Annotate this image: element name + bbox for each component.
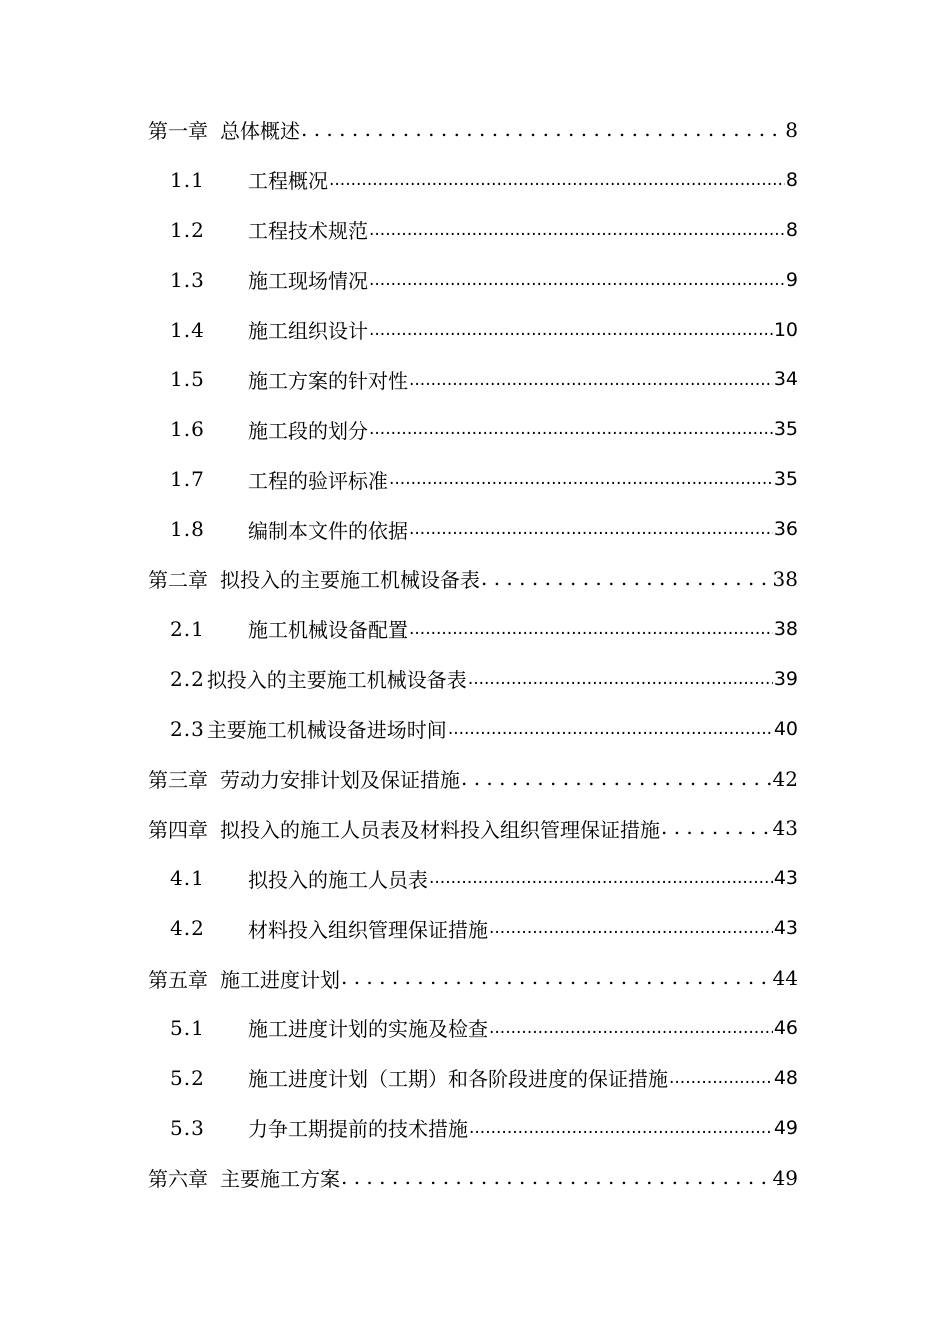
section-number: 4.1 bbox=[170, 866, 205, 891]
section-number: 2.3 bbox=[170, 716, 205, 741]
chapter-number: 第三章 bbox=[148, 768, 208, 793]
page-number: 43 bbox=[772, 816, 798, 841]
entry-title: 施工机械设备配置 bbox=[248, 618, 408, 643]
chapter-number: 第五章 bbox=[148, 967, 208, 992]
page-number: 48 bbox=[773, 1066, 798, 1089]
toc-entry-2-3[interactable] bbox=[148, 704, 798, 754]
toc-entry-2-2[interactable] bbox=[148, 654, 798, 704]
page-number: 43 bbox=[773, 867, 798, 890]
chapter-number: 第二章 bbox=[148, 568, 208, 593]
toc-entry-chapter-1[interactable] bbox=[148, 105, 798, 155]
dot-leader bbox=[341, 968, 772, 988]
dot-leader bbox=[461, 769, 772, 789]
toc-entry-1-5[interactable] bbox=[148, 354, 798, 404]
toc-entry-2-1[interactable] bbox=[148, 604, 798, 654]
page-number: 8 bbox=[785, 218, 798, 241]
page-number: 49 bbox=[773, 1116, 798, 1139]
dot-leader bbox=[469, 1118, 773, 1138]
dot-leader bbox=[369, 220, 785, 240]
section-number: 4.2 bbox=[170, 916, 205, 941]
page-number: 39 bbox=[773, 667, 798, 690]
page-number: 44 bbox=[772, 966, 798, 991]
page-number: 34 bbox=[773, 368, 798, 391]
page-number: 42 bbox=[772, 766, 798, 791]
page-number: 8 bbox=[785, 168, 798, 191]
chapter-number: 第六章 bbox=[148, 1167, 208, 1192]
dot-leader bbox=[481, 569, 772, 589]
dot-leader bbox=[448, 719, 773, 739]
entry-title: 施工进度计划（工期）和各阶段进度的保证措施 bbox=[248, 1067, 668, 1092]
dot-leader bbox=[369, 320, 773, 340]
page-number: 8 bbox=[785, 117, 798, 142]
entry-title: 主要施工机械设备进场时间 bbox=[206, 718, 447, 743]
toc-entry-1-3[interactable] bbox=[148, 255, 798, 305]
section-number: 1.7 bbox=[170, 467, 205, 492]
toc-entry-1-1[interactable] bbox=[148, 155, 798, 205]
section-number: 5.3 bbox=[170, 1115, 205, 1140]
entry-title: 编制本文件的依据 bbox=[248, 518, 408, 543]
section-number: 1.2 bbox=[170, 217, 205, 242]
chapter-number: 第一章 bbox=[148, 119, 208, 144]
dot-leader bbox=[489, 918, 773, 938]
dot-leader bbox=[409, 519, 773, 539]
page-number: 35 bbox=[773, 418, 798, 441]
dot-leader bbox=[409, 619, 773, 639]
entry-title: 施工组织设计 bbox=[248, 319, 368, 343]
page-number: 9 bbox=[785, 268, 798, 291]
entry-title: 施工方案的针对性 bbox=[248, 368, 408, 393]
entry-title: 拟投入的施工人员表 bbox=[248, 867, 428, 892]
entry-title: 施工段的划分 bbox=[248, 418, 368, 443]
toc-entry-chapter-4[interactable] bbox=[148, 803, 798, 853]
section-number: 1.5 bbox=[170, 367, 205, 392]
section-number: 1.4 bbox=[170, 317, 205, 342]
section-number: 1.1 bbox=[170, 167, 205, 192]
toc-entry-1-7[interactable] bbox=[148, 454, 798, 504]
toc-entry-5-3[interactable] bbox=[148, 1103, 798, 1153]
section-number: 1.3 bbox=[170, 267, 205, 292]
entry-title: 总体概述 bbox=[220, 119, 300, 144]
entry-title: 拟投入的主要施工机械设备表 bbox=[220, 568, 480, 593]
toc-entry-chapter-2[interactable] bbox=[148, 554, 798, 604]
page-number: 49 bbox=[772, 1165, 798, 1190]
toc-entry-chapter-3[interactable] bbox=[148, 754, 798, 804]
entry-title: 施工现场情况 bbox=[248, 269, 368, 294]
entry-title: 拟投入的施工人员表及材料投入组织管理保证措施 bbox=[220, 817, 660, 842]
entry-title: 力争工期提前的技术措施 bbox=[248, 1117, 468, 1142]
section-number: 1.6 bbox=[170, 417, 205, 442]
page-number: 35 bbox=[773, 468, 798, 491]
dot-leader bbox=[429, 868, 773, 888]
toc-entry-chapter-6[interactable] bbox=[148, 1153, 798, 1203]
page-number: 40 bbox=[773, 717, 798, 740]
dot-leader bbox=[409, 369, 773, 389]
page-number: 10 bbox=[773, 318, 798, 341]
table-of-contents bbox=[148, 105, 798, 1203]
toc-entry-1-2[interactable] bbox=[148, 205, 798, 255]
dot-leader bbox=[669, 1068, 773, 1088]
dot-leader bbox=[468, 669, 773, 689]
toc-entry-1-4[interactable] bbox=[148, 305, 798, 355]
dot-leader bbox=[369, 419, 773, 439]
section-number: 5.2 bbox=[170, 1065, 205, 1090]
page-number: 36 bbox=[773, 518, 798, 541]
section-number: 2.1 bbox=[170, 616, 205, 641]
entry-title: 拟投入的主要施工机械设备表 bbox=[206, 668, 467, 693]
entry-title: 工程概况 bbox=[248, 169, 328, 194]
toc-entry-chapter-5[interactable] bbox=[148, 953, 798, 1003]
toc-entry-4-2[interactable] bbox=[148, 903, 798, 953]
dot-leader bbox=[301, 120, 784, 140]
page-number: 38 bbox=[772, 566, 798, 591]
entry-title: 工程的验评标准 bbox=[248, 468, 388, 493]
entry-title: 劳动力安排计划及保证措施 bbox=[220, 768, 460, 793]
chapter-number: 第四章 bbox=[148, 817, 208, 842]
entry-title: 主要施工方案 bbox=[220, 1167, 340, 1192]
toc-entry-5-2[interactable] bbox=[148, 1053, 798, 1103]
entry-title: 施工进度计划的实施及检查 bbox=[248, 1017, 488, 1042]
section-number: 1.8 bbox=[170, 517, 205, 542]
dot-leader bbox=[341, 1168, 772, 1188]
toc-entry-1-8[interactable] bbox=[148, 504, 798, 554]
entry-title: 施工进度计划 bbox=[220, 967, 340, 992]
dot-leader bbox=[389, 469, 773, 489]
page-number: 38 bbox=[773, 617, 798, 640]
section-number: 5.1 bbox=[170, 1015, 205, 1040]
toc-entry-1-6[interactable] bbox=[148, 404, 798, 454]
page-number: 46 bbox=[773, 1016, 798, 1039]
dot-leader bbox=[489, 1018, 773, 1038]
toc-entry-5-1[interactable] bbox=[148, 1003, 798, 1053]
dot-leader bbox=[369, 270, 785, 290]
page-number: 43 bbox=[773, 917, 798, 940]
entry-title: 材料投入组织管理保证措施 bbox=[248, 917, 488, 942]
dot-leader bbox=[661, 818, 772, 838]
entry-title: 工程技术规范 bbox=[248, 219, 368, 244]
toc-entry-4-1[interactable] bbox=[148, 853, 798, 903]
section-number: 2.2 bbox=[170, 666, 205, 691]
dot-leader bbox=[329, 170, 785, 190]
